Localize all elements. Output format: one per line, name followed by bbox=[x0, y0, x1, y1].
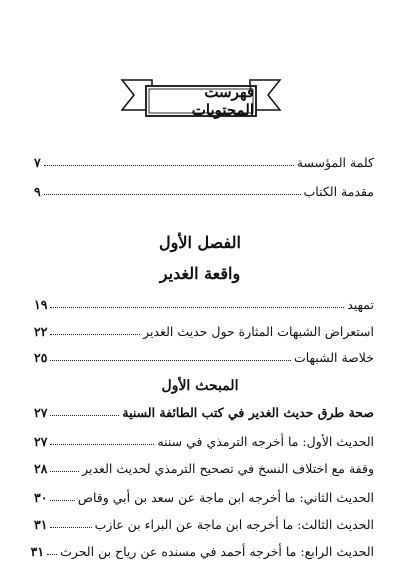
toc-entry-page: ٢٥ bbox=[34, 350, 48, 365]
leader-dots bbox=[50, 471, 79, 472]
toc-entry-title: كلمة المؤسسة bbox=[296, 155, 374, 170]
leader-dots bbox=[50, 360, 291, 361]
toc-entry[interactable] bbox=[34, 431, 374, 449]
toc-entry-title: الحديث الثاني: ما أخرجه ابن ماجة عن سعد بن أبي وقاص bbox=[77, 490, 374, 505]
toc-entry-title: تمهيد bbox=[347, 297, 374, 312]
leader-dots bbox=[50, 415, 119, 416]
toc-entry-page: ٩ bbox=[34, 184, 41, 199]
toc-entry[interactable] bbox=[34, 487, 374, 505]
toc-entry-title: خلاصة الشبهات bbox=[293, 350, 374, 365]
leader-dots bbox=[47, 554, 57, 555]
toc-entry[interactable] bbox=[34, 294, 374, 312]
banner-title: فهرست المحتويات bbox=[191, 83, 254, 119]
toc-entry-title: صحة طرق حديث الغدير في كتب الطائفة السنية bbox=[122, 405, 374, 420]
toc-entry[interactable] bbox=[34, 321, 374, 339]
toc-entry-title: الحديث الثالث: ما أخرجه ابن ماجة عن البراء بن عازب bbox=[94, 517, 374, 532]
toc-entry[interactable] bbox=[34, 152, 374, 170]
toc-entry-page: ٣٠ bbox=[34, 490, 48, 505]
toc-entry-page: ٣١ bbox=[34, 517, 48, 532]
toc-entry-page: ٢٢ bbox=[34, 324, 48, 339]
leader-dots bbox=[50, 444, 154, 445]
toc-entry[interactable] bbox=[34, 402, 374, 420]
toc-entry[interactable] bbox=[34, 181, 374, 199]
toc-entry-page: ٧ bbox=[34, 155, 41, 170]
toc-entry-title: الحديث الرابع: ما أخرجه أحمد في مسنده عن رياح بن الحرث bbox=[60, 544, 374, 559]
leader-dots bbox=[50, 500, 74, 501]
contents-banner bbox=[108, 68, 294, 132]
toc-entry-title: وقفة مع اختلاف النسخ في تصحيح الترمذي لحديث الغدير bbox=[82, 461, 374, 476]
leader-dots bbox=[44, 194, 301, 195]
leader-dots bbox=[50, 527, 91, 528]
toc-entry-page: ٢٧ bbox=[34, 405, 48, 420]
toc-entry-page: ٢٨ bbox=[34, 461, 48, 476]
toc-entry[interactable] bbox=[30, 541, 374, 559]
chapter-title: واقعة الغدير bbox=[159, 264, 241, 283]
toc-entry-title: استعراض الشبهات المثارة حول حديث الغدير bbox=[143, 324, 374, 339]
toc-entry-page: ١٩ bbox=[34, 297, 48, 312]
toc-entry[interactable] bbox=[34, 514, 374, 532]
section-label: المبحث الأول bbox=[161, 378, 239, 394]
leader-dots bbox=[50, 334, 140, 335]
toc-entry-title: مقدمة الكتاب bbox=[303, 184, 374, 199]
toc-entry[interactable] bbox=[34, 458, 374, 476]
toc-entry[interactable] bbox=[34, 347, 374, 365]
toc-entry-title: الحديث الأول: ما أخرجه الترمذي في سننه bbox=[157, 434, 374, 449]
toc-entry-page: ٣١ bbox=[30, 544, 45, 559]
toc-entry-page: ٢٧ bbox=[34, 434, 48, 449]
leader-dots bbox=[50, 307, 344, 308]
chapter-label: الفصل الأول bbox=[159, 233, 241, 252]
leader-dots bbox=[44, 165, 294, 166]
